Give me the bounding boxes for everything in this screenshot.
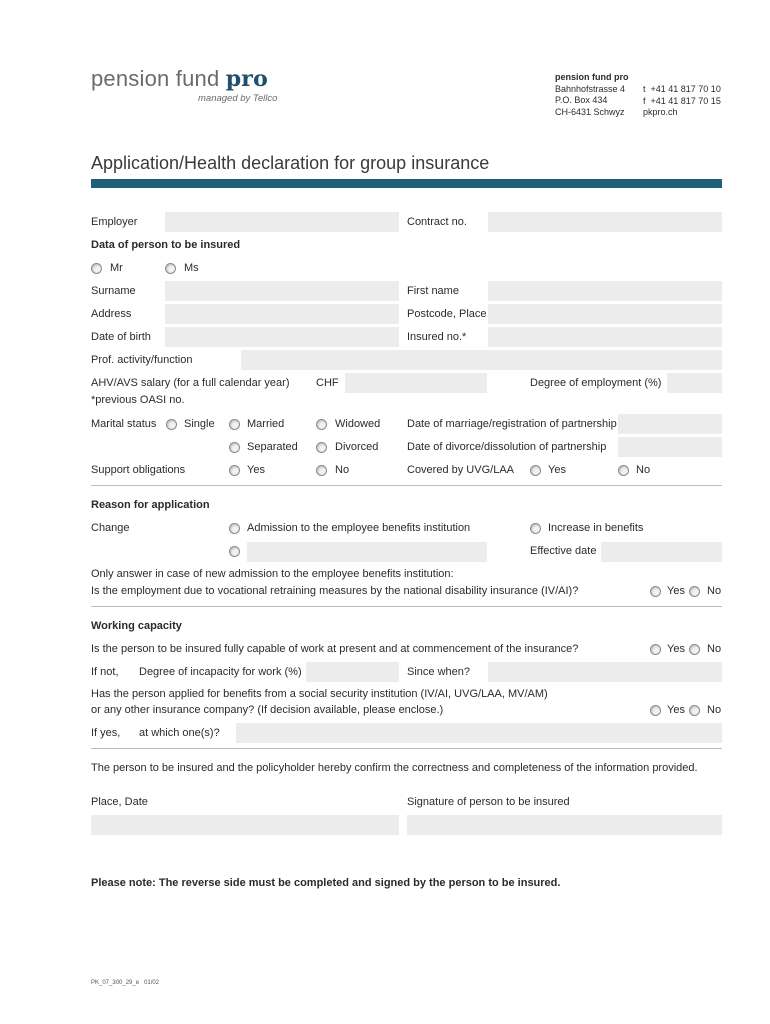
degree-employment-field[interactable] (667, 373, 722, 393)
capable-question: Is the person to be insured fully capable of work at present and at commencement of the insurance? (91, 643, 579, 655)
effective-label: Effective date (530, 545, 597, 557)
which-ones-field[interactable] (236, 723, 722, 743)
phone: t +41 41 817 70 10 (643, 84, 721, 94)
support-yes-label: Yes (247, 464, 265, 476)
separated-label: Separated (247, 441, 298, 453)
surname-field[interactable] (165, 281, 399, 301)
increase-radio[interactable] (530, 523, 541, 534)
applied-yes-radio[interactable] (650, 705, 661, 716)
logo-text: pension fund (91, 66, 220, 91)
single-label: Single (184, 418, 215, 430)
place-date-label: Place, Date (91, 796, 148, 808)
capable-yes-label: Yes (667, 643, 685, 655)
support-yes-radio[interactable] (229, 465, 240, 476)
confirm-text: The person to be insured and the policyholder hereby confirm the correctness and completeness of the information provided. (91, 762, 698, 774)
contract-no-field[interactable] (488, 212, 722, 232)
covered-yes-label: Yes (548, 464, 566, 476)
capable-no-radio[interactable] (689, 644, 700, 655)
salary-field[interactable] (345, 373, 487, 393)
ms-label: Ms (184, 262, 199, 274)
first-name-label: First name (407, 285, 459, 297)
web-link[interactable]: pkpro.ch (643, 107, 678, 117)
form-code: PK_07_300_29_e 01/02 (91, 980, 160, 986)
address-block (555, 72, 629, 118)
degree-employment-label: Degree of employment (%) (530, 377, 662, 389)
insured-no-field[interactable] (488, 327, 722, 347)
capable-no-label: No (707, 643, 722, 655)
date-divorce-label: Date of divorce/dissolution of partnership (407, 441, 607, 453)
section-person: Data of person to be insured (91, 239, 241, 251)
effective-date-field[interactable] (601, 542, 722, 562)
vocational-no-radio[interactable] (689, 586, 700, 597)
covered-yes-radio[interactable] (530, 465, 541, 476)
date-divorce-field[interactable] (618, 437, 722, 457)
vocational-yes-radio[interactable] (650, 586, 661, 597)
married-label: Married (247, 418, 285, 430)
other-reason-field[interactable] (247, 542, 487, 562)
employer-field[interactable] (165, 212, 399, 232)
oasi-label: *previous OASI no. (91, 394, 185, 406)
divorced-label: Divorced (335, 441, 379, 453)
widowed-radio[interactable] (316, 419, 327, 430)
logo-subtitle: managed by Tellco (198, 93, 278, 104)
divorced-radio[interactable] (316, 442, 327, 453)
section-working: Working capacity (91, 620, 182, 632)
contract-no-label: Contract no. (407, 216, 467, 228)
contact-block (643, 84, 721, 119)
page-title: Application/Health declaration for group insurance (91, 153, 490, 173)
which-ones-label: at which one(s)? (139, 727, 220, 739)
support-label: Support obligations (91, 464, 186, 476)
date-marriage-label: Date of marriage/registration of partnership (407, 418, 617, 430)
single-radio[interactable] (166, 419, 177, 430)
applied-no-radio[interactable] (689, 705, 700, 716)
vocational-question: Is the employment due to vocational retraining measures by the national disability insurance (IV/AI)? (91, 585, 579, 597)
applied-question-line2: or any other insurance company? (If decision available, please enclose.) (91, 704, 444, 716)
mr-label: Mr (110, 262, 123, 274)
postcode-label: Postcode, Place (407, 308, 487, 320)
applied-yes-label: Yes (667, 704, 685, 716)
divider (91, 606, 722, 607)
address-label: Address (91, 308, 132, 320)
insured-no-label: Insured no.* (407, 331, 467, 343)
support-no-radio[interactable] (316, 465, 327, 476)
ms-radio[interactable] (165, 263, 176, 274)
increase-label: Increase in benefits (548, 522, 644, 534)
postcode-field[interactable] (488, 304, 722, 324)
surname-label: Surname (91, 285, 136, 297)
other-reason-radio[interactable] (229, 546, 240, 557)
salary-label: AHV/AVS salary (for a full calendar year) (91, 377, 290, 389)
note-text: Please note: The reverse side must be completed and signed by the person to be insured. (91, 877, 561, 889)
first-name-field[interactable] (488, 281, 722, 301)
marital-label: Marital status (91, 418, 157, 430)
widowed-label: Widowed (335, 418, 381, 430)
if-yes-label: If yes, (91, 727, 121, 739)
only-answer-text: Only answer in case of new admission to the employee benefits institution: (91, 568, 454, 580)
applied-no-label: No (707, 704, 722, 716)
employer-label: Employer (91, 216, 138, 228)
addr-name: pension fund pro (555, 72, 629, 82)
if-not-label: If not, (91, 666, 119, 678)
vocational-no-label: No (707, 585, 722, 597)
title-bar (91, 179, 722, 188)
dob-label: Date of birth (91, 331, 151, 343)
logo-pro: pro (225, 66, 268, 92)
chf-label: CHF (316, 377, 339, 389)
support-no-label: No (335, 464, 350, 476)
date-marriage-field[interactable] (618, 414, 722, 434)
since-when-field[interactable] (488, 662, 722, 682)
addr-line3: CH-6431 Schwyz (555, 106, 625, 117)
mr-radio[interactable] (91, 263, 102, 274)
since-when-label: Since when? (407, 666, 470, 678)
capable-yes-radio[interactable] (650, 644, 661, 655)
addr-line1: Bahnhofstrasse 4 (555, 83, 626, 94)
incapacity-field[interactable] (306, 662, 399, 682)
prof-field[interactable] (241, 350, 722, 370)
place-date-field[interactable] (91, 815, 399, 835)
fax: f +41 41 817 70 15 (643, 95, 721, 106)
covered-label: Covered by UVG/LAA (407, 464, 514, 476)
signature-label: Signature of person to be insured (407, 796, 570, 808)
covered-no-radio[interactable] (618, 465, 629, 476)
logo (91, 66, 268, 92)
prof-label: Prof. activity/function (91, 354, 193, 366)
signature-field[interactable] (407, 815, 722, 835)
divider (91, 485, 722, 486)
admission-radio[interactable] (229, 523, 240, 534)
addr-line2: P.O. Box 434 (555, 95, 608, 105)
dob-field[interactable] (165, 327, 399, 347)
vocational-yes-label: Yes (667, 585, 685, 597)
section-reason: Reason for application (91, 499, 210, 511)
change-label: Change (91, 522, 130, 534)
separated-radio[interactable] (229, 442, 240, 453)
married-radio[interactable] (229, 419, 240, 430)
address-field[interactable] (165, 304, 399, 324)
incapacity-label: Degree of incapacity for work (%) (139, 666, 302, 678)
applied-question-line1: Has the person applied for benefits from a social security institution (IV/AI, UVG/LAA, MV/AM) (91, 688, 548, 700)
admission-label: Admission to the employee benefits institution (247, 522, 471, 534)
divider (91, 748, 722, 749)
covered-no-label: No (636, 464, 651, 476)
